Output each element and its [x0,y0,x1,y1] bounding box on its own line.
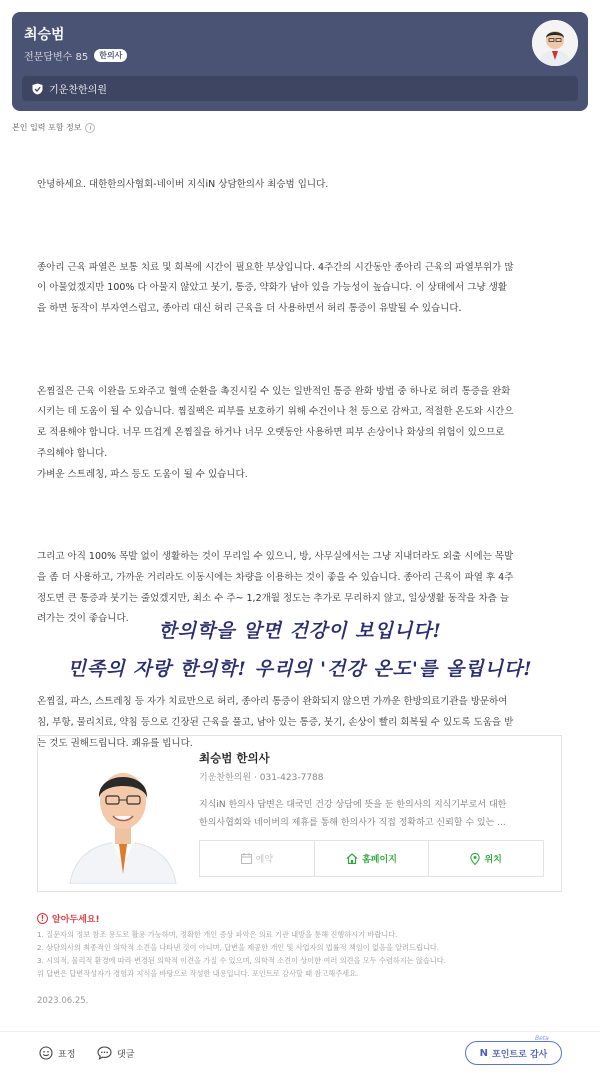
warning-icon: ! [37,913,48,924]
comment-icon [97,1046,112,1060]
map-pin-icon [470,853,480,865]
notice-item: 1. 질문자의 정보 참조 용도로 활용 가능하며, 정확한 개인 증상 파악은 의료 기관 내방을 통해 진행하시기 바랍니다. [37,930,398,939]
expert-header-card [12,12,588,111]
naver-n-icon: N [479,1047,489,1059]
reserve-label: 예약 [255,855,274,865]
doctor-description: 지식iN 한의사 답변은 대국민 건강 상담에 뜻을 둔 한의사의 지식기부로서 대한 한의사협회와 네이버의 제휴를 통해 한의사가 직접 정확하고 신뢰할 수 있는 ... [199,800,507,828]
answer-paragraph: 온찜질은 근육 이완을 도와주고 혈액 순환을 촉진시킬 수 있는 일반적인 통증 완화 방법 중 하나로 허리 통증을 완화 시키는 데 도움이 될 수 있습니다. 찜질팩은 피부를 보호하기 위해 수건이나 천 등으로 감싸고, 적절한 온도와 시간으 로 적용해야 합니다. 너무 뜨겁게 온찜질을 하거나 너무 오랫동안 사용하면 피부 손상이나 화상의 위험이 있으므로 주의해야 합니다. 가벼운 스트레칭, 파스 등도 도움이 될 수 있습니다. [37,385,514,480]
notice-item: 위 답변은 답변작성자가 경험과 지식을 바탕으로 작성한 내용입니다. 포인트로 감사할 때 참고해주세요. [37,969,359,978]
doctor-hospital-phone: 기운찬한의원 · 031-423-7788 [199,773,324,783]
hospital-name: 기운찬한의원 [49,85,107,96]
answer-count: 전문답변수 85 [24,52,89,63]
expert-name[interactable]: 최승범 [24,27,65,43]
doctor-name[interactable]: 최승범 한의사 [199,751,270,765]
hospital-name-bar[interactable] [22,76,578,101]
answer-paragraph: 종아리 근육 파열은 보통 치료 및 회복에 시간이 필요한 부상입니다. 4주간의 시간동안 종아리 근육의 파열부위가 많 이 아물었겠지만 100% 다 아물지 않았고 붓기, 통증, 약화가 남아 있을 가능성이 높습니다. 이 상태에서 그냥 생활 을 하면 동작이 부자연스럽고, 종아리 대신 허리 근육을 더 사용하면서 허리 통증이 유발될 수 있습니다. [37,261,514,314]
homepage-label: 홈페이지 [362,855,397,865]
answer-paragraph: 그리고 아직 100% 목발 없이 생활하는 것이 무리일 수 있으니, 방, 사무실에서는 그냥 지내더라도 외출 시에는 목발 을 좀 더 사용하고, 가까운 거리라도 이동시에는 차량을 이용하는 것이 좋을 수 있습니다. 종아리 근육이 파열 후 4주 정도면 큰 통증과 붓기는 줄었겠지만, 최소 수 주~ 1,2개월 정도는 추가로 무리하지 않고, 일상생활 동작을 차츰 늘 려가는 것이 좋습니다. [37,551,514,625]
self-input-label: 본인 입력 포함 정보 [12,123,82,132]
notice-list [37,928,577,980]
emotion-label: 표정 [58,1049,76,1060]
role-badge: 한의사 [94,49,127,62]
calendar-icon [241,853,252,864]
reserve-button[interactable] [200,841,315,876]
answer-paragraph: 안녕하세요. 대한한의사협회-네이버 지식iN 상담한의사 최승범 입니다. [37,178,329,190]
smile-icon [39,1046,53,1060]
expert-meta [24,48,127,63]
notice-title [37,912,100,925]
banner-line-1: 한의학을 알면 건강이 보입니다! [158,620,442,642]
banner-line-2: 민족의 자랑 한의학! 우리의 '건강 온도'를 올립니다! [67,658,533,680]
calligraphy-banner [0,604,600,694]
info-icon[interactable]: i [85,123,95,133]
points-thanks-button[interactable] [465,1041,562,1065]
notice-item: 3. 시의적, 물리적 환경에 따라 변경된 의학적 이견을 가질 수 있으며, 의학적 소견이 상이한 여러 의견을 모두 수렴하지는 않습니다. [37,956,446,965]
location-button[interactable] [429,841,543,876]
doctor-action-buttons [199,840,544,877]
notice-title-text: 알아두세요! [52,915,100,925]
self-input-info [12,122,95,133]
avatar[interactable] [532,20,578,66]
footer-divider [0,1031,600,1032]
points-thanks-label: 포인트로 감사 [492,1049,548,1060]
shield-check-icon [32,83,43,95]
answer-date: 2023.06.25. [37,996,89,1006]
comment-label: 댓글 [117,1049,135,1060]
home-icon [346,853,358,864]
answer-paragraph: 온찜질, 파스, 스트레칭 등 자가 치료만으로 허리, 종아리 통증이 완화되지 않으면 가까운 한방의료기관을 방문하여 침, 부항, 물리치료, 약침 등으로 긴장된 근육을 풀고, 남아 있는 통증, 붓기, 손상이 빨리 회복될 수 있도록 도움을 받 는 것도 권해드립니다. 쾌유를 빕니다. [37,696,514,749]
homepage-button[interactable] [315,841,430,876]
beta-label: Beta [535,1035,549,1042]
doctor-photo[interactable] [68,746,178,884]
notice-item: 2. 상담의사의 최종적인 의학적 소견을 나타낸 것이 아니며, 답변을 제공한 개인 및 사업자의 법률적 책임이 없음을 알려드립니다. [37,943,440,952]
doctor-profile-card [37,735,562,892]
comment-button[interactable] [97,1046,134,1060]
location-label: 위치 [484,855,502,865]
emotion-button[interactable] [39,1046,75,1060]
